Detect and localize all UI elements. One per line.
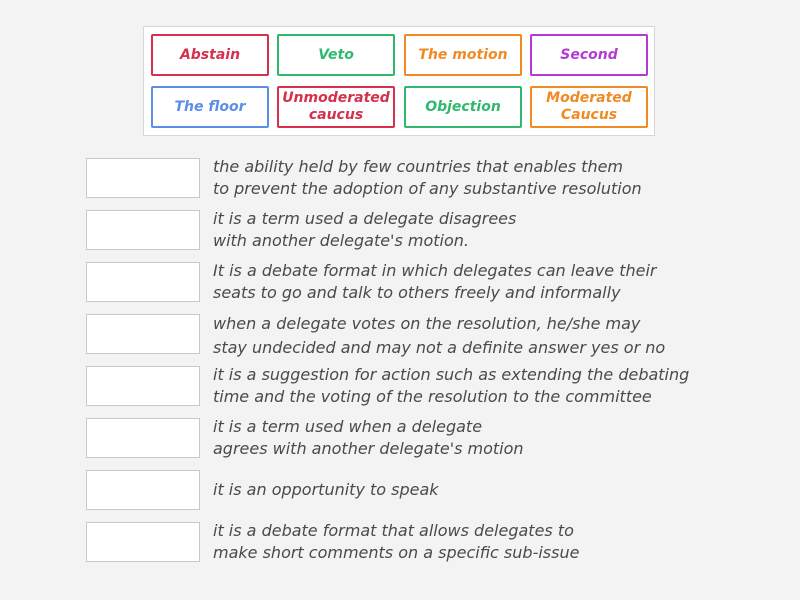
clue-text: the ability held by few countries that enables them to prevent the adoption of any substantive resolution — [213, 157, 642, 198]
answer-drop-slot[interactable] — [86, 418, 200, 458]
match-row — [86, 210, 746, 252]
answer-drop-slot[interactable] — [86, 262, 200, 302]
word-tile-objection[interactable] — [404, 86, 522, 128]
clue-text: It is a debate format in which delegates can leave their seats to go and talk to others freely and informally — [213, 261, 657, 302]
clue-text: it is an opportunity to speak — [213, 480, 439, 499]
tile-label: Abstain — [179, 46, 241, 63]
clue-text: it is a term used when a delegate agrees with another delegate's motion — [213, 417, 524, 458]
match-row — [86, 314, 746, 356]
tile-label: Second — [560, 46, 618, 63]
answer-drop-slot[interactable] — [86, 314, 200, 354]
word-tile-unmoderated-caucus[interactable] — [277, 86, 395, 128]
match-row — [86, 158, 746, 200]
word-tile-second[interactable] — [530, 34, 648, 76]
answer-drop-slot[interactable] — [86, 470, 200, 510]
tile-label: Unmoderated caucus — [282, 90, 390, 123]
word-tile-moderated-caucus[interactable] — [530, 86, 648, 128]
clue-text: it is a debate format that allows delegates to make short comments on a specific sub-issue — [213, 521, 580, 562]
tile-label: The motion — [418, 46, 508, 63]
answer-drop-slot[interactable] — [86, 210, 200, 250]
match-row — [86, 366, 746, 408]
match-row — [86, 418, 746, 460]
word-tile-the-floor[interactable] — [151, 86, 269, 128]
match-row — [86, 262, 746, 304]
answer-drop-slot[interactable] — [86, 522, 200, 562]
word-bank — [143, 26, 655, 136]
clue-text: it is a term used a delegate disagrees with another delegate's motion. — [213, 209, 517, 250]
tile-label: The floor — [174, 98, 246, 115]
word-tile-the-motion[interactable] — [404, 34, 522, 76]
match-row — [86, 522, 746, 564]
tile-label: Veto — [318, 46, 354, 63]
word-tile-veto[interactable] — [277, 34, 395, 76]
answer-drop-slot[interactable] — [86, 158, 200, 198]
tile-label: Objection — [425, 98, 501, 115]
match-row — [86, 470, 746, 512]
tile-label: Moderated Caucus — [546, 90, 632, 123]
clue-text: when a delegate votes on the resolution, he/she may stay undecided and may not a definite answer yes or no — [213, 314, 666, 357]
answer-drop-slot[interactable] — [86, 366, 200, 406]
clue-text: it is a suggestion for action such as extending the debating time and the voting of the resolution to the committee — [213, 365, 690, 406]
word-tile-abstain[interactable] — [151, 34, 269, 76]
